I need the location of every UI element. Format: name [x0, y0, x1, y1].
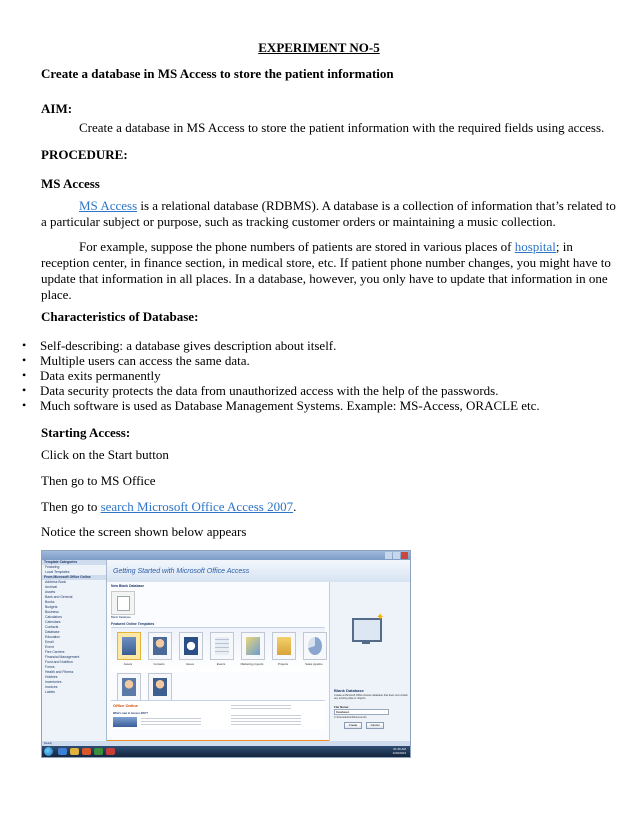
sidebar-item[interactable]: Calculators	[45, 615, 62, 619]
sidebar-online-title: From Microsoft Office Online	[42, 575, 106, 580]
office-online-news	[231, 715, 301, 727]
blank-database-title: Blank Database	[334, 688, 364, 693]
list-item: • Multiple users can access the same data.	[18, 353, 540, 368]
characteristics-heading: Characteristics of Database:	[41, 309, 199, 324]
para2-text1b: ; in	[555, 239, 573, 254]
getting-started-pane	[107, 560, 410, 746]
sidebar-item[interactable]: Email	[45, 640, 54, 644]
minimize-icon[interactable]	[385, 552, 392, 559]
sidebar-item[interactable]: Labels	[45, 690, 55, 694]
step3-suffix: .	[293, 499, 297, 514]
maximize-icon[interactable]	[393, 552, 400, 559]
template-assets[interactable]	[117, 632, 141, 660]
assets-icon	[122, 637, 136, 655]
blank-database-illustration	[348, 612, 388, 648]
ie-icon[interactable]	[58, 748, 67, 755]
step-ms-office: Then go to MS Office	[41, 473, 156, 488]
template-label: Marketing projects	[240, 662, 264, 666]
template-extra-1[interactable]	[117, 673, 141, 701]
template-marketing-projects[interactable]	[241, 632, 265, 660]
template-extra-2[interactable]	[148, 673, 172, 701]
person-icon	[122, 678, 136, 696]
monitor-stand	[362, 640, 370, 644]
para2-line2: reception center, in finance section, in medical store, etc. If patient phone number changes, you might have to	[41, 255, 611, 270]
sidebar-item[interactable]: Books	[45, 600, 55, 604]
notice-text: Notice the screen shown below appears	[41, 524, 247, 539]
getting-started-header	[107, 560, 410, 582]
template-issues[interactable]	[179, 632, 203, 660]
create-button[interactable]: Create	[344, 722, 362, 729]
marketing-icon	[246, 637, 260, 655]
ms-access-heading: MS Access	[41, 176, 100, 191]
aim-text: Create a database in MS Access to store the patient information with the required fields using access.	[79, 120, 605, 135]
template-label: Issues	[185, 662, 195, 666]
sidebar-item[interactable]: Food and Nutrition	[45, 660, 73, 664]
cancel-button[interactable]: Cancel	[366, 722, 384, 729]
featured-section-label: Featured Online Templates	[111, 622, 155, 626]
explorer-icon[interactable]	[70, 748, 79, 755]
person-icon	[153, 678, 167, 696]
page-title: EXPERIMENT NO-5	[258, 40, 380, 55]
blank-database-description: Create a Microsoft Office Access database that does not contain any existing data or objects.	[334, 694, 408, 701]
template-contacts[interactable]	[148, 632, 172, 660]
sidebar-item[interactable]: Invoices	[45, 685, 58, 689]
template-label: Projects	[277, 662, 289, 666]
contacts-icon	[153, 637, 167, 655]
clock-time: 01:46 AM	[393, 747, 406, 751]
app-icon[interactable]	[94, 748, 103, 755]
sidebar-item[interactable]: Health and Fitness	[45, 670, 74, 674]
start-button[interactable]	[44, 747, 53, 756]
close-icon[interactable]	[401, 552, 408, 559]
new-blank-section-label: New Blank Database	[111, 584, 145, 588]
featured-templates-strip	[111, 627, 325, 672]
para1-line1	[79, 197, 616, 214]
media-player-icon[interactable]	[82, 748, 91, 755]
para2-line4: place.	[41, 287, 72, 302]
template-label: Events	[216, 662, 226, 666]
sidebar-item[interactable]: Inventories	[45, 680, 62, 684]
step3-prefix: Then go to	[41, 499, 101, 514]
getting-started-title: Getting Started with Microsoft Office Access	[113, 568, 250, 575]
access-taskbar-icon[interactable]	[106, 748, 115, 755]
blank-database-panel	[329, 582, 411, 746]
sidebar-item[interactable]: Address Book	[45, 580, 67, 584]
para1-line2: a particular subject or purpose, such as tracking customer orders or maintaining a music collection.	[41, 214, 556, 229]
starting-access-heading: Starting Access:	[41, 425, 131, 440]
taskbar-clock	[393, 747, 406, 755]
step-search-access	[41, 498, 296, 515]
experiment-subtitle: Create a database in MS Access to store the patient information	[41, 66, 394, 81]
sidebar-item[interactable]: Budgets	[45, 605, 58, 609]
para2-line1	[79, 238, 573, 255]
windows-taskbar	[42, 746, 410, 757]
file-path-text: C:\Users\admin\Documents\	[334, 716, 367, 719]
list-item: • Much software is used as Database Management Systems. Example: MS-Access, ORACLE etc.	[18, 398, 540, 413]
para1-text1: is a relational database (RDBMS). A database is a collection of information that’s related to	[137, 198, 616, 213]
office-online-logo: Office Online	[113, 703, 138, 708]
sidebar-item[interactable]: Financial Management	[45, 655, 80, 659]
sidebar-item[interactable]: Business	[45, 610, 59, 614]
template-categories-sidebar	[42, 560, 107, 746]
template-label: Sales pipeline	[305, 662, 323, 666]
template-label: Assets	[123, 662, 133, 666]
sidebar-item[interactable]: Flex Carriers	[45, 650, 65, 654]
folder-icon	[277, 637, 291, 655]
sidebar-item[interactable]: Featuring	[45, 565, 60, 569]
star-icon: ✦	[376, 612, 385, 623]
sidebar-item[interactable]: Hobbies	[45, 675, 58, 679]
template-sales-pipeline[interactable]	[303, 632, 327, 660]
whats-new-heading[interactable]: What's new in Access 2007?	[113, 712, 148, 715]
para2-text1: For example, suppose the phone numbers of patients are stored in various places of	[79, 239, 515, 254]
procedure-heading: PROCEDURE:	[41, 147, 128, 162]
sidebar-item[interactable]: Contacts	[45, 625, 59, 629]
list-item: • Self-describing: a database gives description about itself.	[18, 338, 540, 353]
access-screenshot	[41, 550, 411, 758]
office-online-links[interactable]	[231, 703, 291, 711]
issues-icon	[184, 637, 198, 655]
sidebar-item[interactable]: Assets	[45, 590, 56, 594]
list-item: • Data security protects the data from unauthorized access with the help of the passwords.	[18, 383, 540, 398]
access-preview-thumbnail	[113, 717, 137, 727]
sidebar-item[interactable]: Bank and General	[45, 595, 73, 599]
events-icon	[215, 637, 229, 655]
sidebar-item[interactable]: Event	[45, 645, 54, 649]
para2-line3: update that information in all places. In a database, however, you only have to update that information in one	[41, 271, 608, 286]
sidebar-title: Template Categories	[42, 560, 106, 565]
sidebar-item[interactable]: Education	[45, 635, 61, 639]
characteristics-list	[18, 338, 540, 413]
blank-database-label: Blank Database	[111, 615, 131, 619]
file-name-field[interactable]: Database1	[334, 709, 389, 715]
status-bar: Ready	[42, 741, 410, 746]
ms-access-link[interactable]: MS Access	[79, 198, 138, 213]
template-events[interactable]	[210, 632, 234, 660]
sidebar-item[interactable]: Calendars	[45, 620, 61, 624]
templates-panel	[107, 582, 329, 746]
window-titlebar	[42, 551, 410, 560]
template-projects[interactable]	[272, 632, 296, 660]
sidebar-item[interactable]: Local Templates	[45, 570, 70, 574]
sidebar-item[interactable]: Forms	[45, 665, 55, 669]
template-label: Contacts	[153, 662, 165, 666]
pie-chart-icon	[308, 637, 322, 655]
hospital-link[interactable]: hospital	[514, 239, 556, 254]
window-controls	[385, 552, 408, 559]
clock-date: 1/30/2013	[392, 751, 406, 755]
list-item: • Data exits permanently	[18, 368, 540, 383]
office-online-section	[111, 700, 325, 729]
search-access-link[interactable]: search Microsoft Office Access 2007	[100, 499, 294, 514]
file-name-label: File Name:	[334, 705, 350, 709]
aim-heading: AIM:	[41, 101, 73, 116]
whats-new-text-block	[141, 717, 201, 727]
step-start-button: Click on the Start button	[41, 447, 169, 462]
sidebar-item[interactable]: Archival	[45, 585, 58, 589]
sidebar-item[interactable]: Database	[45, 630, 60, 634]
blank-database-tile[interactable]	[111, 591, 135, 615]
